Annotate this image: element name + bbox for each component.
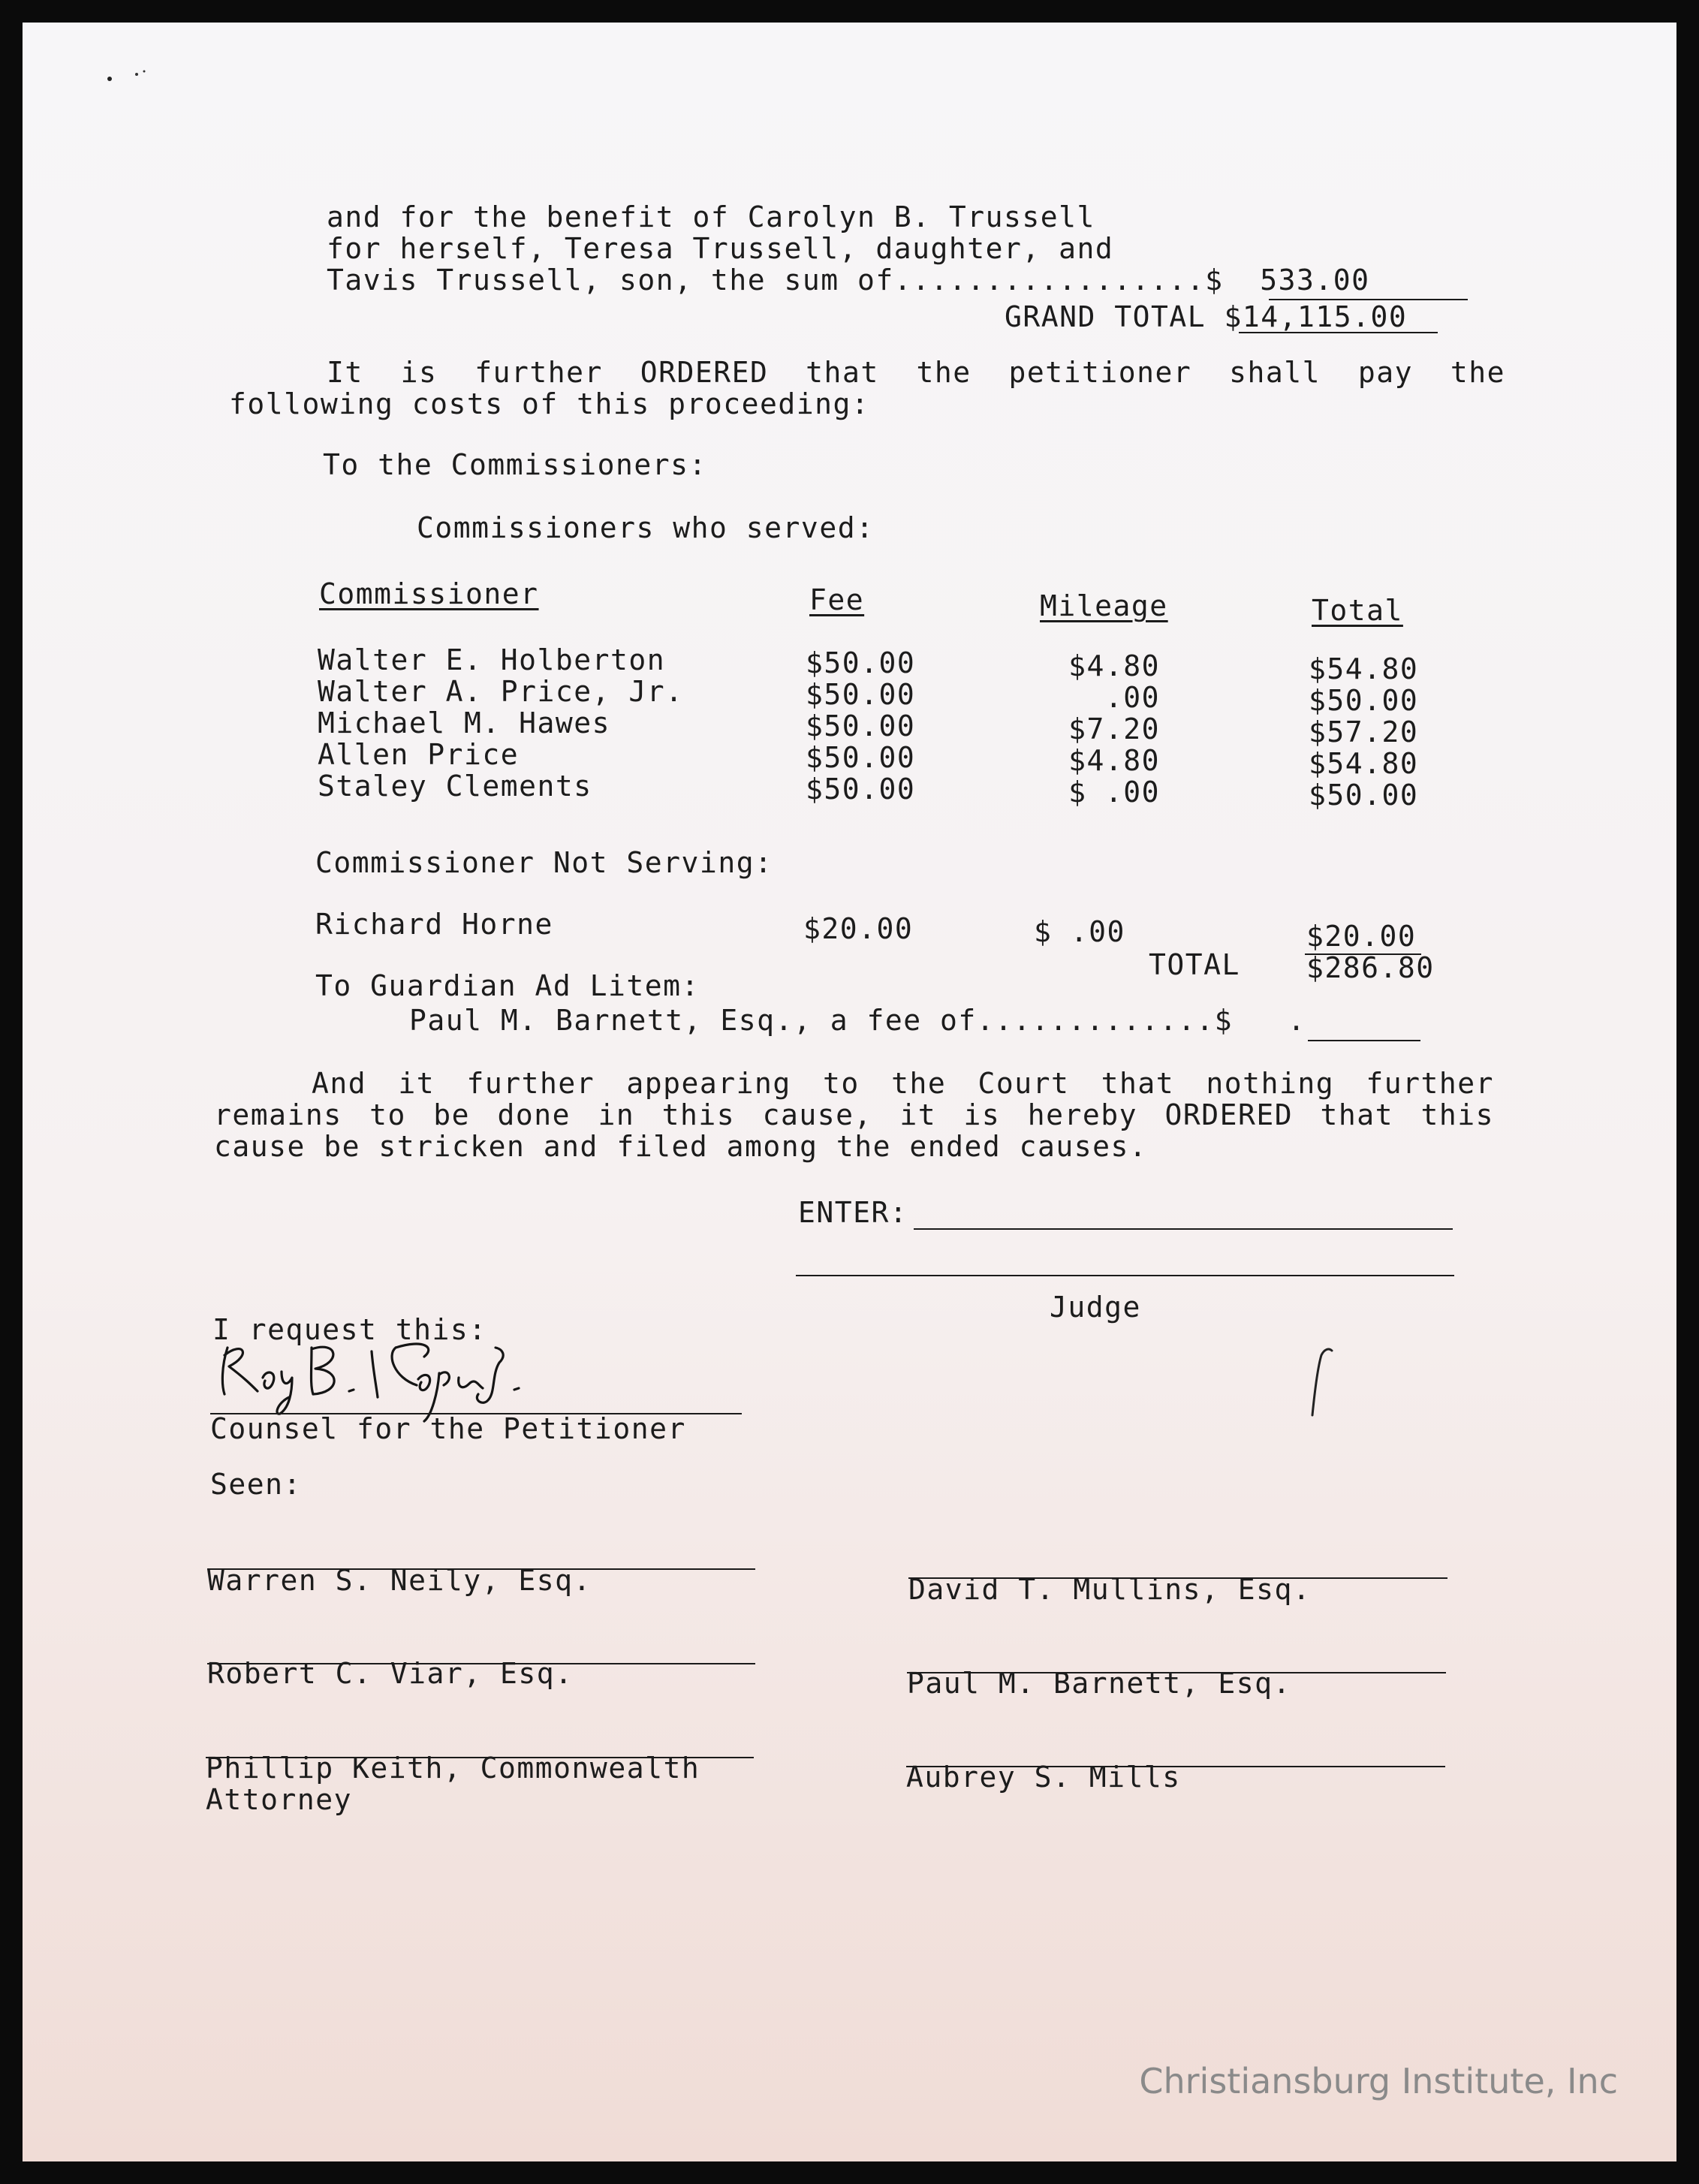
signatory-left-1: Warren S. Neily, Esq. [207,1564,592,1597]
header-total: Total [1312,594,1403,627]
row-mileage: .00 [1104,681,1160,714]
total-value: $286.80 [1306,951,1435,984]
header-fee: Fee [809,583,865,616]
total-label: TOTAL [1149,948,1240,981]
row-mileage: $ .00 [1068,776,1160,809]
not-serving-label: Commissioner Not Serving: [315,846,773,879]
guardian-fee-blank [1308,1040,1420,1041]
request-label: I request this: [212,1313,487,1346]
row-name: Michael M. Hawes [318,706,611,740]
judge-label: Judge [1050,1291,1141,1324]
row-mileage: $7.20 [1068,712,1160,746]
header-mileage: Mileage [1040,589,1168,622]
row-fee: $50.00 [806,678,916,711]
signatory-right-3: Aubrey S. Mills [906,1761,1181,1794]
stray-pen-mark [1299,1340,1344,1423]
signatory-left-3: Phillip Keith, Commonwealth Attorney [206,1752,700,1816]
guardian-label: To Guardian Ad Litem: [315,969,700,1002]
benefit-line-2: for herself, Teresa Trussell, daughter, and [327,232,1114,265]
not-serving-mileage: $ .00 [1034,915,1125,948]
row-name: Walter A. Price, Jr. [318,675,684,708]
further-ordered-line-1: It is further ORDERED that the petitioner shall pay the [327,356,1505,389]
seen-label: Seen: [210,1468,302,1501]
header-commissioner: Commissioner [319,577,539,610]
signatory-left-2: Robert C. Viar, Esq. [207,1657,574,1690]
not-serving-name: Richard Horne [315,908,553,941]
watermark-text: Christiansburg Institute, Inc [1139,2061,1618,2101]
counsel-signature [199,1325,619,1423]
commissioners-served: Commissioners who served: [417,511,875,544]
row-mileage: $4.80 [1068,649,1160,682]
enter-signature-line [914,1228,1453,1230]
row-name: Allen Price [318,738,520,771]
signatory-right-2: Paul M. Barnett, Esq. [907,1667,1291,1700]
row-total: $50.00 [1309,779,1419,812]
row-fee: $50.00 [806,741,916,774]
judge-signature-line [796,1275,1454,1276]
row-fee: $50.00 [806,709,916,743]
not-serving-total: $20.00 [1306,920,1417,953]
row-name: Staley Clements [318,770,592,803]
guardian-fee: Paul M. Barnett, Esq., a fee of.............$ . [409,1004,1306,1037]
row-total: $50.00 [1309,684,1419,717]
row-fee: $50.00 [806,773,916,806]
further-ordered-line-2: following costs of this proceeding: [229,387,870,420]
row-total: $54.80 [1309,747,1419,780]
grand-total: GRAND TOTAL $14,115.00 [1005,300,1408,333]
grand-total-underline [1239,332,1438,333]
row-name: Walter E. Holberton [318,643,666,676]
row-total: $57.20 [1309,715,1419,749]
document-page [23,23,1676,2161]
not-serving-fee: $20.00 [803,912,914,945]
closing-line-1: And it further appearing to the Court that nothing further [312,1067,1494,1100]
benefit-line-3: Tavis Trussell, son, the sum of.................$ 533.00 [327,264,1370,297]
row-fee: $50.00 [806,646,916,679]
closing-line-3: cause be stricken and filed among the ended causes. [214,1130,1148,1163]
paper-specks [105,64,150,86]
to-commissioners: To the Commissioners: [323,448,707,481]
row-total: $54.80 [1309,652,1419,685]
signatory-right-1: David T. Mullins, Esq. [908,1573,1312,1606]
enter-label: ENTER: [798,1196,908,1229]
row-mileage: $4.80 [1068,744,1160,777]
closing-line-2: remains to be done in this cause, it is hereby ORDERED that this [214,1098,1494,1131]
benefit-line-1: and for the benefit of Carolyn B. Trussell [327,200,1095,233]
counsel-label: Counsel for the Petitioner [210,1412,686,1445]
